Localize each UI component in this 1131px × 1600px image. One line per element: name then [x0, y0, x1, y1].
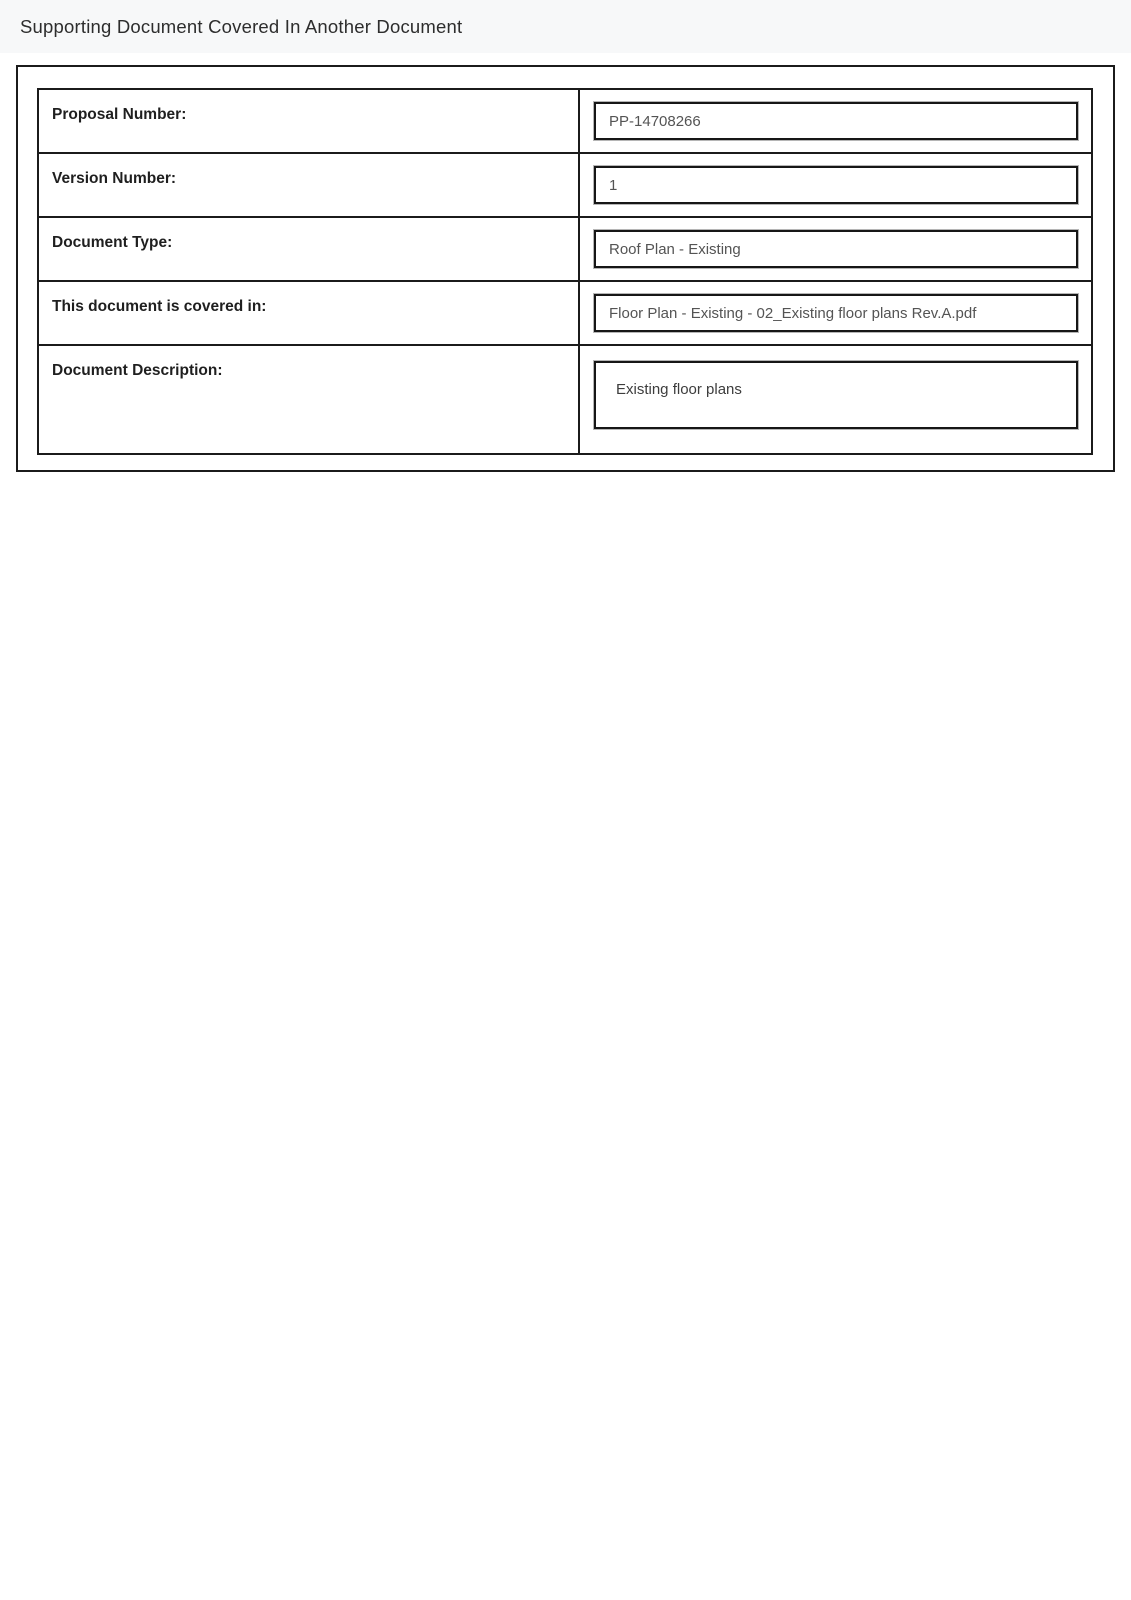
- value-cell: [580, 218, 1091, 280]
- label-cell: [39, 346, 580, 453]
- page-header: [0, 0, 1131, 53]
- value-cell: [580, 282, 1091, 344]
- document-type-field[interactable]: Roof Plan - Existing: [594, 230, 1078, 268]
- document-description-label: Document Description:: [52, 362, 223, 379]
- document-description-field[interactable]: Existing floor plans: [594, 361, 1078, 429]
- form-row-proposal-number: [39, 90, 1091, 154]
- form-table: [37, 88, 1093, 455]
- label-cell: [39, 218, 580, 280]
- form-row-version-number: [39, 154, 1091, 218]
- proposal-number-label: Proposal Number:: [52, 106, 187, 123]
- form-row-covered-in: [39, 282, 1091, 346]
- document-type-label: Document Type:: [52, 234, 173, 251]
- version-number-label: Version Number:: [52, 170, 177, 187]
- covered-in-field[interactable]: Floor Plan - Existing - 02_Existing floor plans Rev.A.pdf: [594, 294, 1078, 332]
- form-row-document-type: [39, 218, 1091, 282]
- value-cell: [580, 346, 1091, 453]
- document-frame: [16, 65, 1115, 472]
- form-row-document-description: [39, 346, 1091, 453]
- covered-in-label: This document is covered in:: [52, 298, 267, 315]
- label-cell: [39, 90, 580, 152]
- value-cell: [580, 90, 1091, 152]
- proposal-number-field[interactable]: PP-14708266: [594, 102, 1078, 140]
- label-cell: [39, 154, 580, 216]
- value-cell: [580, 154, 1091, 216]
- label-cell: [39, 282, 580, 344]
- page-title: Supporting Document Covered In Another Document: [20, 15, 463, 37]
- version-number-field[interactable]: 1: [594, 166, 1078, 204]
